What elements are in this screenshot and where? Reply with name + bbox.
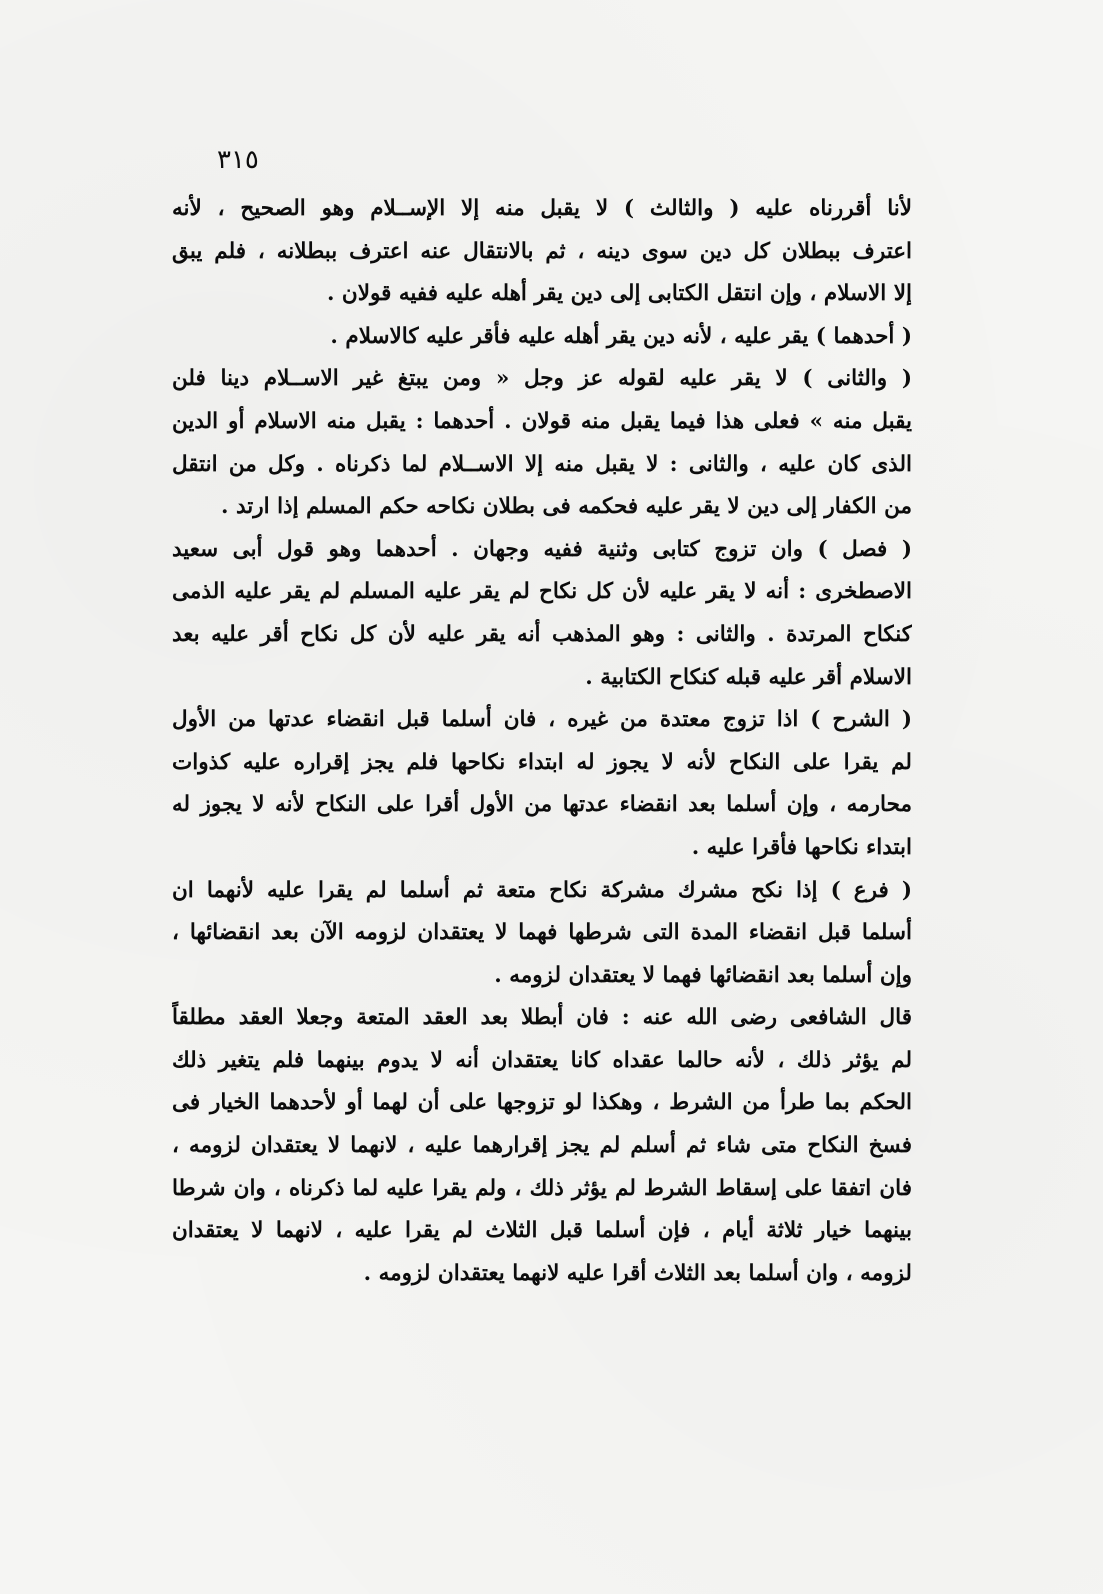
text-line: من الكفار إلى دين لا يقر عليه فحكمه فى بطلان نكاحه حكم المسلم إذا ارتد .: [221, 494, 912, 520]
text-line: لأنا أقررناه عليه ( والثالث ) لا يقبل منه إلا الإســلام وهو الصحيح ، لأنه: [172, 196, 912, 221]
text-line: كنكاح المرتدة . والثانى : وهو المذهب أنه يقر عليه لأن كل نكاح أقر عليه بعد: [172, 621, 912, 647]
body-text: [172, 188, 912, 1295]
text-line: قال الشافعى رضى الله عنه : فان أبطلا بعد العقد المتعة وجعلا العقد مطلقاً: [172, 1005, 912, 1031]
text-line: أسلما قبل انقضاء المدة التى شرطها فهما لا يعتقدان لزومه الآن بعد انقضائها ،: [172, 920, 912, 946]
text-line: الذى كان عليه ، والثانى : لا يقبل منه إلا الاســلام لما ذكرناه . وكل من انتقل: [172, 451, 912, 477]
text-line: ( والثانى ) لا يقر عليه لقوله عز وجل « ومن يبتغ غير الاســلام دينا فلن: [172, 366, 912, 392]
text-line: ( فرع ) إذا نكح مشرك مشركة نكاح متعة ثم أسلما لم يقرا عليه لأنهما ان: [172, 877, 912, 903]
text-line: الاسلام أقر عليه قبله كنكاح الكتابية .: [585, 664, 912, 690]
text-line: بينهما خيار ثلاثة أيام ، فإن أسلما قبل الثلاث لم يقرا عليه ، لانهما لا يعتقدان: [172, 1218, 912, 1244]
text-line: لم يقرا على النكاح لأنه لا يجوز له ابتداء نكاحها فلم يجز إقراره عليه كذوات: [172, 749, 912, 775]
text-line: اعترف ببطلان كل دين سوى دينه ، ثم بالانتقال عنه اعترف ببطلانه ، فلم يبق: [172, 238, 912, 264]
text-line: محارمه ، وإن أسلما بعد انقضاء عدتها من الأول أقرا على النكاح لأنه لا يجوز له: [172, 792, 912, 818]
text-line: الحكم بما طرأ من الشرط ، وهكذا لو تزوجها على أن لهما أو لأحدهما الخيار فى: [172, 1090, 912, 1116]
text-line: لم يؤثر ذلك ، لأنه حالما عقداه كانا يعتقدان أنه لا يدوم بينهما فلم يتغير ذلك: [172, 1047, 912, 1073]
page-number: ٣١٥: [217, 145, 259, 175]
text-line: الاصطخرى : أنه لا يقر عليه لأن كل نكاح لم يقر عليه المسلم لم يقر عليه الذمى: [172, 579, 912, 605]
text-line: لزومه ، وان أسلما بعد الثلاث أقرا عليه لانهما يعتقدان لزومه .: [363, 1260, 912, 1286]
text-line: إلا الاسلام ، وإن انتقل الكتابى إلى دين يقر أهله عليه ففيه قولان .: [326, 281, 912, 307]
text-line: ( الشرح ) اذا تزوج معتدة من غيره ، فان أسلما قبل انقضاء عدتها من الأول: [172, 707, 912, 733]
text-line: وإن أسلما بعد انقضائها فهما لا يعتقدان لزومه .: [494, 962, 912, 988]
text-line: فسخ النكاح متى شاء ثم أسلم لم يجز إقرارهما عليه ، لانهما لا يعتقدان لزومه ،: [172, 1133, 912, 1159]
text-line: يقبل منه » فعلى هذا فيما يقبل منه قولان . أحدهما : يقبل منه الاسلام أو الدين: [172, 408, 912, 434]
text-line: فان اتفقا على إسقاط الشرط لم يؤثر ذلك ، ولم يقرا عليه لما ذكرناه ، وان شرطا: [172, 1175, 912, 1201]
text-line: ابتداء نكاحها فأقرا عليه .: [691, 834, 912, 860]
text-line: ( أحدهما ) يقر عليه ، لأنه دين يقر أهله عليه فأقر عليه كالاسلام .: [330, 323, 912, 349]
text-line: ( فصل ) وان تزوج كتابى وثنية ففيه وجهان . أحدهما وهو قول أبى سعيد: [172, 536, 912, 562]
